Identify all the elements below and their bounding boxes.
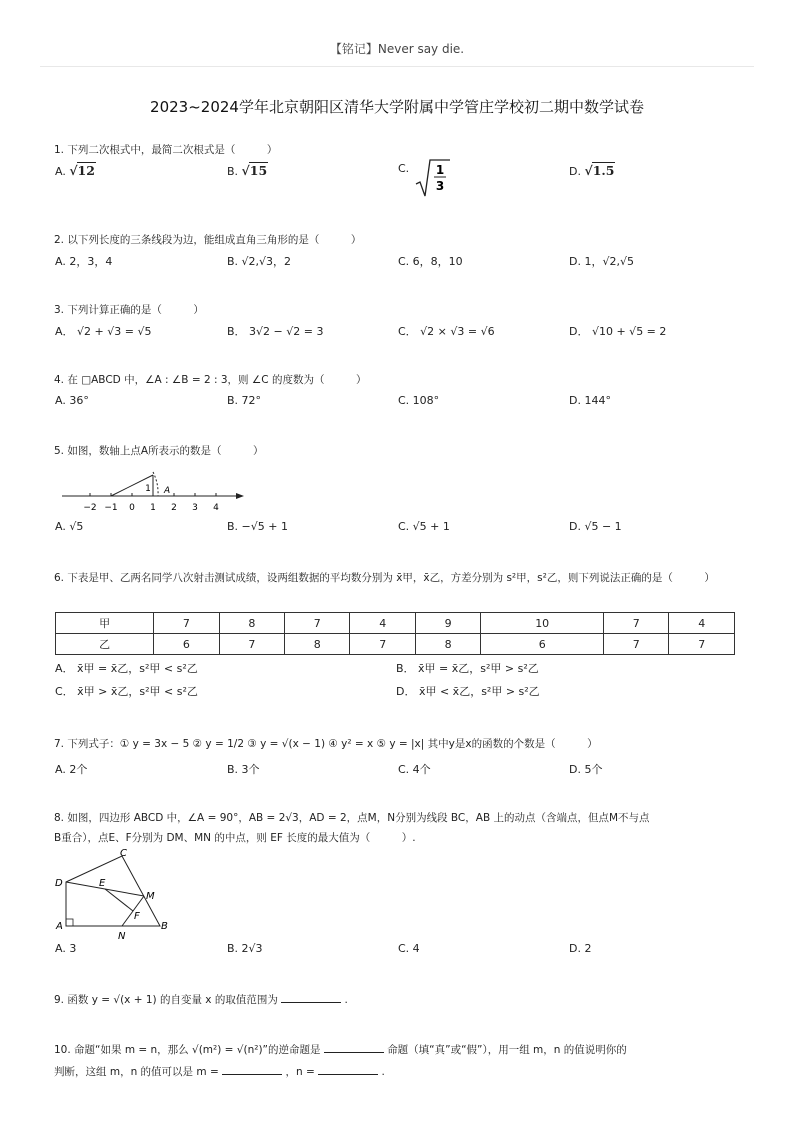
table-cell: 6	[481, 634, 604, 655]
answer-blank[interactable]	[281, 1002, 341, 1003]
question-10-line-2	[54, 1064, 744, 1081]
question-3-stem: 3. 下列计算正确的是（ ）	[54, 304, 204, 316]
table-cell: 7	[219, 634, 284, 655]
q1-option-b: B. √15	[227, 163, 268, 178]
table-cell: 7	[154, 613, 219, 634]
question-10-stem-e: .	[381, 1066, 385, 1078]
q1-option-a-label: A.	[55, 165, 66, 178]
table-row	[56, 613, 735, 634]
number-line-unit-label: 1	[145, 484, 151, 494]
q4-option-a: A. 36°	[55, 394, 89, 407]
question-10-stem-b: 命题（填“真”或“假”），用一组 m，n 的值说明你的	[387, 1044, 627, 1056]
table-cell: 7	[604, 634, 669, 655]
tick-label: 0	[129, 503, 135, 513]
tick-label: 3	[192, 503, 198, 513]
tick-label: 4	[213, 503, 219, 513]
q1-option-b-value: 15	[249, 163, 268, 178]
q8-option-b: B. 2√3	[227, 942, 263, 955]
tick-label: −2	[83, 503, 97, 513]
question-8-stem-line-2: B重合），点E、F分别为 DM、MN 的中点，则 EF 长度的最大值为（ ）.	[54, 832, 416, 844]
q5-option-b: B. −√5 + 1	[227, 520, 288, 533]
question-9-end: .	[344, 994, 348, 1006]
point-label: F	[134, 911, 140, 922]
q2-option-a: A. 2，3，4	[55, 255, 113, 268]
table-cell: 甲	[56, 613, 154, 634]
svg-text:3: 3	[435, 179, 445, 193]
point-label: M	[146, 891, 155, 902]
q3-option-c: C． √2 × √3 = √6	[398, 325, 495, 338]
q2-option-b: B. √2,√3，2	[227, 255, 292, 268]
tick-label: 2	[171, 503, 177, 513]
question-5-stem: 5. 如图，数轴上点A所表示的数是（ ）	[54, 445, 264, 457]
q8-option-c: C. 4	[398, 942, 420, 955]
table-cell: 7	[285, 613, 350, 634]
answer-blank[interactable]	[324, 1052, 384, 1053]
q4-option-c: C. 108°	[398, 394, 440, 407]
q6-option-c: C． x̄甲 > x̄乙，s²甲 < s²乙	[55, 685, 198, 698]
point-label: N	[118, 931, 126, 942]
q4-option-d: D. 144°	[569, 394, 611, 407]
table-cell: 乙	[56, 634, 154, 655]
answer-blank[interactable]	[222, 1074, 282, 1075]
q6-option-b: B． x̄甲 = x̄乙，s²甲 > s²乙	[396, 662, 539, 675]
vertex-label: A	[56, 921, 63, 932]
q1-option-d-value: 1.5	[592, 163, 615, 178]
q1-option-d-label: D.	[569, 165, 581, 178]
q7-option-d: D. 5个	[569, 763, 603, 776]
q8-option-d: D. 2	[569, 942, 592, 955]
number-line-point-a: A	[164, 486, 171, 496]
question-2-stem: 2. 以下列长度的三条线段为边，能组成直角三角形的是（ ）	[54, 234, 362, 246]
score-table	[55, 612, 735, 655]
table-cell: 7	[669, 634, 735, 655]
table-row	[56, 634, 735, 655]
q7-option-a: A. 2个	[55, 763, 88, 776]
q1-option-c	[398, 162, 445, 193]
q5-option-a: A. √5	[55, 520, 84, 533]
table-cell: 8	[285, 634, 350, 655]
q2-option-c: C. 6，8，10	[398, 255, 463, 268]
header-motto: 【铭记】Never say die.	[329, 42, 465, 56]
svg-text:1: 1	[435, 163, 445, 177]
q5-option-c: C. √5 + 1	[398, 520, 450, 533]
q2-option-d: D. 1，√2,√5	[569, 255, 634, 268]
q7-option-c: C. 4个	[398, 763, 431, 776]
q3-option-d: D． √10 + √5 = 2	[569, 325, 667, 338]
table-cell: 8	[415, 634, 480, 655]
q3-option-b: B． 3√2 − √2 = 3	[227, 325, 324, 338]
question-10-stem-c: 判断，这组 m，n 的值可以是 m =	[54, 1066, 219, 1078]
q1-option-c-label: C.	[398, 162, 410, 175]
header-divider	[40, 66, 754, 67]
table-cell: 9	[415, 613, 480, 634]
vertex-label: C	[120, 848, 127, 859]
q1-fraction-radical	[414, 158, 454, 198]
table-cell: 8	[219, 613, 284, 634]
question-6-stem: 6. 下表是甲、乙两名同学八次射击测试成绩，设两组数据的平均数分别为 x̄甲，x̄乙，方差分别为 s²甲，s²乙，则下列说法正确的是（ ）	[54, 572, 715, 584]
question-1-stem: 1. 下列二次根式中，最简二次根式是（ ）	[54, 144, 278, 156]
q3-option-a: A． √2 + √3 = √5	[55, 325, 152, 338]
question-8-stem-line-1: 8. 如图，四边形 ABCD 中，∠A = 90°，AB = 2√3，AD = 2，点M，N分别为线段 BC，AB 上的动点（含端点，但点M不与点	[54, 812, 650, 824]
question-4-stem: 4. 在 □ABCD 中，∠A : ∠B = 2 : 3，则 ∠C 的度数为（ ）	[54, 374, 367, 386]
vertex-label: B	[161, 921, 168, 932]
q7-option-b: B. 3个	[227, 763, 260, 776]
q4-option-b: B. 72°	[227, 394, 262, 407]
quadrilateral-figure	[50, 848, 180, 942]
question-9-stem: 9. 函数 y = √(x + 1) 的自变量 x 的取值范围为	[54, 994, 278, 1006]
table-cell: 6	[154, 634, 219, 655]
tick-label: −1	[104, 503, 118, 513]
q8-option-a: A. 3	[55, 942, 77, 955]
q5-option-d: D. √5 − 1	[569, 520, 622, 533]
question-10-line-1	[54, 1042, 744, 1059]
point-label: E	[99, 878, 106, 889]
tick-label: 1	[150, 503, 156, 513]
vertex-label: D	[55, 878, 63, 889]
table-cell: 4	[350, 613, 415, 634]
question-9	[54, 992, 744, 1009]
q6-option-d: D． x̄甲 < x̄乙，s²甲 > s²乙	[396, 685, 540, 698]
question-10-stem-d: ，n =	[285, 1066, 315, 1078]
answer-blank[interactable]	[318, 1074, 378, 1075]
table-cell: 7	[604, 613, 669, 634]
table-cell: 4	[669, 613, 735, 634]
question-7-stem: 7. 下列式子：① y = 3x − 5 ② y = 1/2 ③ y = √(x − 1) ④ y² = x ⑤ y = |x| 其中y是x的函数的个数是（ ）	[54, 738, 598, 750]
question-10-stem-a: 10. 命题“如果 m = n，那么 √(m²) = √(n²)”的逆命题是	[54, 1044, 321, 1056]
q6-option-a: A． x̄甲 = x̄乙，s²甲 < s²乙	[55, 662, 198, 675]
q1-option-d: D. √1.5	[569, 163, 615, 178]
table-cell: 7	[350, 634, 415, 655]
q1-option-a: A. √12	[55, 163, 95, 178]
page-title: 2023~2024学年北京朝阳区清华大学附属中学管庄学校初二期中数学试卷	[150, 98, 644, 116]
q1-option-a-value: 12	[77, 163, 95, 178]
q1-option-b-label: B.	[227, 165, 239, 178]
table-cell: 10	[481, 613, 604, 634]
number-line-figure	[60, 466, 250, 516]
